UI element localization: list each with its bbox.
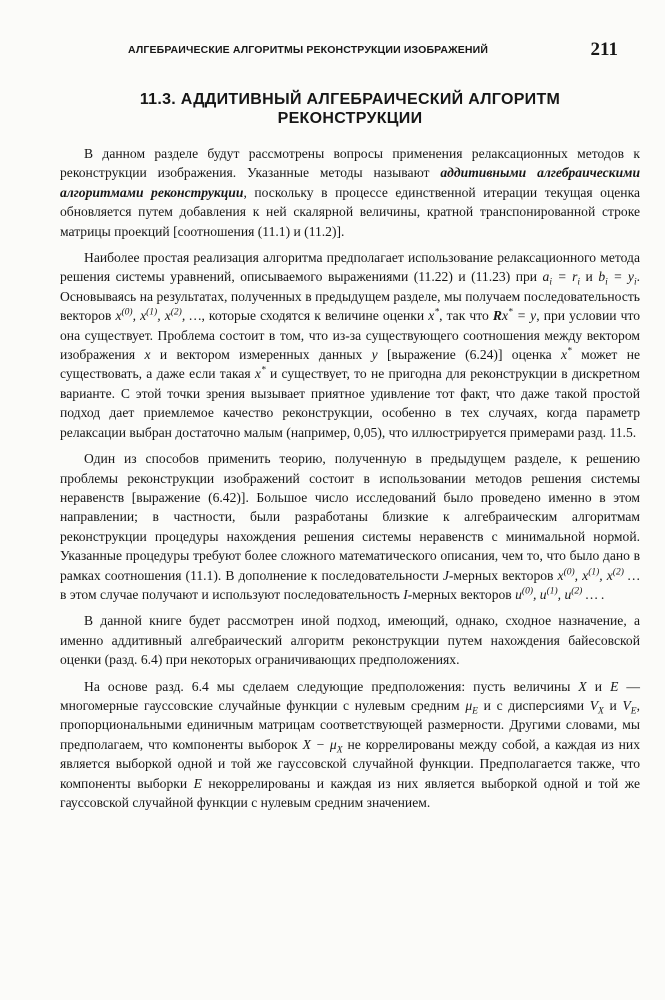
sym-mu-1: μ (465, 697, 473, 713)
sym-mu-2: μ (329, 736, 337, 752)
p3-text-b: -мерных векторов (448, 567, 558, 583)
math-x-seq-2 (558, 568, 640, 583)
math-xstar-1 (428, 308, 439, 323)
page-number: 211 (590, 39, 618, 60)
ellipsis-1: … (189, 308, 202, 324)
sym-x2b: x (606, 567, 613, 583)
p5-text-g: не коррелированы между собой, а каждая из них является выборкой одной и той же гауссовской случайной функции. Предполагается также, что компоненты выборки (60, 736, 640, 791)
p2-text-d: , которые сходятся к величине оценки (201, 308, 429, 324)
p5-text-b: и (586, 678, 611, 694)
sub-X-2: X (336, 745, 343, 756)
sym-I: I (403, 586, 408, 602)
section-heading (60, 90, 640, 128)
p2-text-j: и существует, то не пригодна для реконструкции в дискретном варианте. С этой точки зрения вызывает приятное удивление тот факт, что даже такой простой подход дает приемлемое качество реконструкции, особенно в тех случаях, когда параметр релаксации выбран достаточно малым (например, 0,05), что иллюстрируется примерами разд. 11.5. (60, 366, 640, 440)
running-title: АЛГЕБРАИЧЕСКИЕ АЛГОРИТМЫ РЕКОНСТРУКЦИИ ИЗОБРАЖЕНИЙ (128, 44, 489, 56)
sym-x0b: x (557, 567, 564, 583)
paragraph-4: В данной книге будет рассмотрен иной подход, имеющий, однако, сходное назначение, а именно аддитивный алгебраический алгоритм реконструкции путем нахождения байесовской оценки (разд. 6.4) при некоторых ограничивающих предположениях. (60, 613, 640, 668)
sym-E-2: E (193, 775, 202, 791)
p2-text-a: Наиболее простая реализация алгоритма предполагает использование релаксационного метода решения системы уравнений, описываемого выражениями (11.22) и (11.23) при (60, 250, 640, 285)
p2-text-c: . Основываясь на результатах, полученных в предыдущем разделе, мы получаем последовательность векторов (60, 269, 640, 324)
sym-xstar-1: x (428, 308, 435, 324)
sub-i: i (549, 278, 552, 289)
sup-2: (2) (170, 307, 182, 318)
comma-2: , (157, 308, 165, 324)
comma-1: , (132, 308, 141, 324)
sym-R: R (492, 308, 502, 324)
p2-text-e: , так что (439, 308, 493, 324)
p5-text-c: — многомерные гауссовские случайные функции с нулевым средним (60, 678, 640, 713)
math-mu-E (465, 697, 478, 717)
sym-eq-2: = (607, 269, 628, 285)
p3-text-a: Один из способов применить теорию, полученную в предыдущем разделе, к решению проблемы реконструкции изображений состоит в использовании методов решения системы неравенств [выражение (6.42)]. Большое число исследований было проведено именно в этом направлении; в частности, были разработаны близкие к алгебраическим алгоритмам реконструкции процедуры нахождения решения системы неравенств с минимальной нормой. Указанные процедуры требуют более сложного математического описания, чем то, что было дано в рамках соотношения (11.1). В дополнение к последовательности (60, 451, 640, 583)
sub-X-1: X (598, 706, 604, 717)
math-V-X (589, 697, 604, 717)
sym-r: r (572, 269, 578, 285)
sym-E: E (610, 678, 619, 694)
sym-V-1: V (589, 697, 599, 713)
p2-text-h: [выражение (6.24)] оценка (377, 347, 561, 363)
sub-E-2: E (630, 706, 637, 717)
sup-star-3: * (567, 346, 572, 357)
p2-text-f: , при условии что она существует. Проблема состоит в том, что из-за существующего соотношения между вектором изображения (60, 308, 641, 363)
sup-1b: (1) (588, 567, 600, 577)
p2-text-i: может не существовать, а даже если такая (60, 347, 640, 382)
sym-xstar-4: x (254, 366, 261, 382)
p2-text-g: и вектором измеренных данных (150, 347, 372, 363)
sub-i-4: i (633, 278, 637, 289)
p2-text-b: и (580, 269, 599, 285)
sym-u1: u (539, 586, 547, 602)
math-V-E (622, 697, 637, 717)
ellipsis-2: … (627, 567, 641, 583)
comma-7: , (557, 586, 565, 602)
paragraph-5 (60, 677, 640, 813)
sym-eq: = (551, 269, 573, 285)
p1-term: аддитивными алгебраическими алгоритмами реконструкции (60, 165, 641, 200)
math-rx-eq-y (493, 308, 536, 323)
sym-y-2: y (530, 308, 537, 324)
p1-text-a: В данном разделе будут рассмотрены вопросы применения релаксационных методов к реконструкции изображения. Указанные методы называют (60, 146, 640, 181)
sup-2c: (2) (571, 586, 583, 597)
sym-u2: u (564, 586, 572, 602)
sym-x-r: x (501, 308, 509, 324)
sup-0c: (0) (521, 586, 533, 597)
comma-6: , (533, 586, 540, 602)
sub-i-3: i (605, 278, 608, 289)
sup-2b: (2) (612, 567, 624, 577)
paragraph-3 (60, 449, 640, 604)
ellipsis-3: … (585, 586, 598, 602)
math-u-seq: $u^{(0)}$, $u^{(1)}$, $u^{(2)}$ … . (515, 586, 605, 602)
sym-x1: x (140, 308, 147, 324)
p3-text-d: -мерных векторов (407, 586, 516, 602)
book-page (60, 22, 640, 812)
p5-text-e: и (603, 697, 623, 713)
comma-3: , (181, 308, 190, 324)
sup-0: (0) (121, 307, 133, 318)
math-xstar-4 (255, 366, 266, 381)
sym-x-img: x (144, 347, 151, 363)
p1-text-c: , поскольку в процессе единственной итерации текущая оценка обновляется путем добавления к ней скалярной величины, кратной транспонированной строке матрицы проекций [соотношения (11.1) и (11.2)]. (60, 184, 640, 239)
comma-4: , (574, 567, 583, 583)
sym-x0: x (115, 308, 122, 324)
math-x-seq (115, 308, 201, 323)
sup-star-4: * (260, 365, 266, 376)
section-heading-line2: РЕКОНСТРУКЦИИ (277, 110, 423, 127)
sym-a: a (542, 269, 550, 285)
sub-i-2: i (577, 278, 581, 289)
sym-V-2: V (622, 697, 631, 713)
sym-u0: u (515, 586, 522, 602)
comma-5: , (599, 567, 607, 583)
sym-xstar-3: x (560, 347, 568, 363)
sym-J: J (442, 567, 449, 583)
sup-1: (1) (146, 307, 158, 318)
running-head (60, 22, 640, 62)
math-X-minus-mu (302, 736, 343, 756)
section-heading-line1: 11.3. АДДИТИВНЫЙ АЛГЕБРАИЧЕСКИЙ АЛГОРИТМ (139, 91, 561, 108)
sym-eq-3: = (512, 308, 531, 324)
sym-X-2: X (302, 736, 311, 752)
sup-star-2: * (508, 307, 513, 318)
sub-E-1: E (472, 706, 478, 717)
sym-x2: x (164, 308, 171, 324)
sup-star-1: * (434, 307, 440, 318)
p5-text-a: На основе разд. 6.4 мы сделаем следующие предположения: пусть величины (84, 678, 579, 694)
paragraph-2 (60, 248, 640, 442)
sup-1c: (1) (546, 586, 558, 597)
sym-x1b: x (582, 567, 589, 583)
sym-X: X (578, 678, 587, 694)
p5-text-f: , пропорциональными единичным матрицам соответствующей размерности. Другими словами, мы предполагаем, что компоненты выборок (60, 697, 641, 752)
sym-y: y (627, 269, 634, 285)
p3-text-c: в этом случае получают и используют последовательность (60, 586, 404, 602)
math-xstar-3 (561, 347, 572, 362)
p5-text-h: некоррелированы и каждая из них является выборкой одной и той же гауссовской случайной функции с нулевым средним значением. (60, 775, 640, 810)
sup-0b: (0) (563, 567, 575, 577)
p5-text-d: и с дисперсиями (477, 697, 590, 713)
math-b-i (598, 269, 637, 289)
paragraph-1 (60, 144, 640, 241)
sym-minus: − (310, 736, 330, 752)
sym-y-data: y (371, 347, 378, 363)
sym-b: b (598, 269, 606, 285)
math-a-i (542, 269, 581, 289)
